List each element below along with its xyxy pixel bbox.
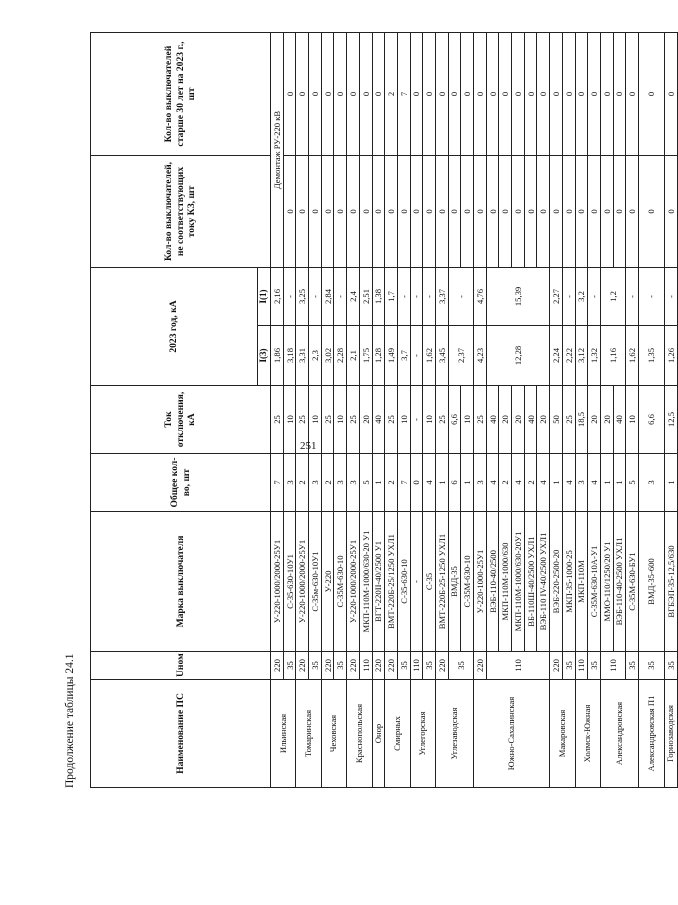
cell-noncompliant: 0 bbox=[626, 156, 639, 268]
cell-brand: - bbox=[410, 512, 423, 652]
table-row bbox=[626, 33, 639, 788]
cell-count: 3 bbox=[283, 454, 296, 512]
cell-count: 7 bbox=[271, 454, 284, 512]
cell-unom: 110 bbox=[575, 652, 588, 680]
table-row bbox=[423, 33, 436, 788]
table-row bbox=[562, 33, 575, 788]
cell-count: 0 bbox=[410, 454, 423, 512]
cell-name: Холмск-Южная bbox=[575, 680, 600, 788]
cell-brand: МКП-35-1000-25 bbox=[562, 512, 575, 652]
cell-current: 25 bbox=[474, 386, 487, 454]
cell-i1: 2,51 bbox=[359, 268, 372, 326]
cell-current: 10 bbox=[461, 386, 474, 454]
cell-i1: 4,76 bbox=[474, 268, 487, 326]
cell-i3: 1,86 bbox=[271, 326, 284, 386]
cell-noncompliant: 0 bbox=[600, 156, 613, 268]
cell-count: 1 bbox=[600, 454, 613, 512]
cell-unom: 35 bbox=[562, 652, 575, 680]
cell-noncompliant: 0 bbox=[461, 156, 474, 268]
cell-current: 20 bbox=[512, 386, 525, 454]
header-row bbox=[91, 33, 258, 788]
cell-noncompliant: 0 bbox=[575, 156, 588, 268]
cell-i1: - bbox=[423, 268, 436, 326]
cell-count: 4 bbox=[486, 454, 499, 512]
cell-name: Онор bbox=[372, 680, 385, 788]
cell-current: 10 bbox=[283, 386, 296, 454]
cell-current: 10 bbox=[334, 386, 347, 454]
cell-old: 0 bbox=[537, 33, 550, 156]
cell-unom: 35 bbox=[588, 652, 601, 680]
cell-count: 4 bbox=[588, 454, 601, 512]
cell-count: 3 bbox=[474, 454, 487, 512]
cell-unom: 35 bbox=[664, 652, 677, 680]
cell-i1: - bbox=[626, 268, 639, 326]
cell-brand: У-220 bbox=[321, 512, 334, 652]
cell-i1: 2,4 bbox=[347, 268, 360, 326]
cell-noncompliant: 0 bbox=[410, 156, 423, 268]
cell-unom: 35 bbox=[309, 652, 322, 680]
cell-i3: 1,35 bbox=[638, 326, 664, 386]
cell-current: 40 bbox=[486, 386, 499, 454]
cell-unom: 35 bbox=[448, 652, 473, 680]
cell-noncompliant: 0 bbox=[385, 156, 398, 268]
cell-brand: С-35М-630-10А-У1 bbox=[588, 512, 601, 652]
cell-unom: 220 bbox=[474, 652, 487, 680]
cell-i3: 3,7 bbox=[397, 326, 410, 386]
cell-current: 40 bbox=[372, 386, 385, 454]
cell-old: 0 bbox=[550, 33, 563, 156]
cell-current: 18,5 bbox=[575, 386, 588, 454]
cell-name: Ильинская bbox=[271, 680, 296, 788]
cell-old: 0 bbox=[562, 33, 575, 156]
cell-brand: ВМД-35 bbox=[448, 512, 461, 652]
cell-i3: 2,24 bbox=[550, 326, 563, 386]
cell-i3: - bbox=[410, 326, 423, 386]
table-row bbox=[334, 33, 347, 788]
cell-current: 25 bbox=[271, 386, 284, 454]
cell-noncompliant: 0 bbox=[499, 156, 512, 268]
col-header-noncompliant: Кол-во выключателей, не соответствующих току КЗ, шт bbox=[91, 156, 271, 268]
rotated-page-content bbox=[62, 0, 676, 788]
cell-old: 0 bbox=[600, 33, 613, 156]
col-header-i3: I(3) bbox=[258, 326, 271, 386]
cell-name: Томаринская bbox=[296, 680, 321, 788]
cell-i3: 1,75 bbox=[359, 326, 372, 386]
cell-unom: 110 bbox=[486, 652, 549, 680]
cell-noncompliant: 0 bbox=[664, 156, 677, 268]
table-row bbox=[372, 33, 385, 788]
cell-i1: - bbox=[562, 268, 575, 326]
cell-count: 1 bbox=[461, 454, 474, 512]
cell-noncompliant: 0 bbox=[562, 156, 575, 268]
cell-brand: С-35-630-10У1 bbox=[283, 512, 296, 652]
cell-i3: 1,28 bbox=[372, 326, 385, 386]
cell-unom: 35 bbox=[626, 652, 639, 680]
table-row bbox=[588, 33, 601, 788]
cell-note: Демонтаж РУ-220 кВ bbox=[271, 33, 284, 268]
cell-i3: 3,45 bbox=[435, 326, 448, 386]
cell-count: 4 bbox=[562, 454, 575, 512]
cell-brand: ВЭБ-110 IV-40/2500 УХЛ1 bbox=[537, 512, 550, 652]
cell-count: 4 bbox=[512, 454, 525, 512]
table-row bbox=[486, 33, 499, 788]
cell-old: 0 bbox=[423, 33, 436, 156]
cell-i3: 2,1 bbox=[347, 326, 360, 386]
cell-unom: 35 bbox=[638, 652, 664, 680]
cell-unom: 220 bbox=[347, 652, 360, 680]
cell-i1: - bbox=[309, 268, 322, 326]
cell-i3: 4,23 bbox=[474, 326, 487, 386]
cell-i3: 1,62 bbox=[626, 326, 639, 386]
cell-current: 12,5 bbox=[664, 386, 677, 454]
cell-brand: У-220-1000/2000-25У1 bbox=[296, 512, 309, 652]
table-row bbox=[435, 33, 448, 788]
cell-count: 2 bbox=[296, 454, 309, 512]
cell-old: 0 bbox=[626, 33, 639, 156]
col-header-name: Наименование ПС bbox=[91, 680, 271, 788]
cell-i3: 3,31 bbox=[296, 326, 309, 386]
cell-count: 2 bbox=[385, 454, 398, 512]
cell-brand: С-35М-630-БУ1 bbox=[626, 512, 639, 652]
cell-i3: 1,26 bbox=[664, 326, 677, 386]
page-number: 251 bbox=[300, 440, 317, 452]
cell-i3: 3,02 bbox=[321, 326, 334, 386]
cell-old: 0 bbox=[474, 33, 487, 156]
cell-unom: 35 bbox=[283, 652, 296, 680]
col-header-current: Ток отключения, кА bbox=[91, 386, 271, 454]
cell-count: 3 bbox=[638, 454, 664, 512]
cell-noncompliant: 0 bbox=[334, 156, 347, 268]
cell-old: 0 bbox=[410, 33, 423, 156]
col-header-unom: Uном bbox=[91, 652, 271, 680]
cell-unom: 220 bbox=[296, 652, 309, 680]
cell-current: 20 bbox=[600, 386, 613, 454]
table-row bbox=[474, 33, 487, 788]
cell-i3: 1,16 bbox=[600, 326, 625, 386]
col-header-brand: Марка выключателя bbox=[91, 512, 271, 652]
col-header-i1: I(1) bbox=[258, 268, 271, 326]
cell-old: 0 bbox=[613, 33, 626, 156]
cell-noncompliant: 0 bbox=[296, 156, 309, 268]
cell-i1: 2,27 bbox=[550, 268, 563, 326]
cell-i1: - bbox=[448, 268, 473, 326]
table-row bbox=[664, 33, 677, 788]
cell-unom: 35 bbox=[397, 652, 410, 680]
cell-i1: 2,84 bbox=[321, 268, 334, 326]
cell-count: 4 bbox=[537, 454, 550, 512]
cell-i3: 2,28 bbox=[334, 326, 347, 386]
cell-count: 2 bbox=[499, 454, 512, 512]
cell-count: 4 bbox=[423, 454, 436, 512]
cell-brand: ВГБЭП-35-12,5/630 bbox=[664, 512, 677, 652]
table-row bbox=[296, 33, 309, 788]
table-row bbox=[271, 33, 284, 788]
cell-count: 3 bbox=[347, 454, 360, 512]
table-row bbox=[359, 33, 372, 788]
cell-count: 5 bbox=[359, 454, 372, 512]
cell-brand: ВМД-35-600 bbox=[638, 512, 664, 652]
cell-current: 10 bbox=[309, 386, 322, 454]
cell-brand: У-220-1000/2000-25У1 bbox=[347, 512, 360, 652]
table-row bbox=[575, 33, 588, 788]
cell-brand: ВМТ-220Б-25/1250 УХЛ1 bbox=[385, 512, 398, 652]
cell-current: 20 bbox=[359, 386, 372, 454]
col-header-count: Общее кол-во, шт bbox=[91, 454, 271, 512]
cell-count: 7 bbox=[397, 454, 410, 512]
cell-noncompliant: 0 bbox=[638, 156, 664, 268]
cell-i1: - bbox=[410, 268, 423, 326]
cell-noncompliant: 0 bbox=[588, 156, 601, 268]
cell-unom: 35 bbox=[334, 652, 347, 680]
cell-brand: МКП-110М-1000/630-20 У1 bbox=[359, 512, 372, 652]
cell-i3: 1,62 bbox=[423, 326, 436, 386]
cell-noncompliant: 0 bbox=[423, 156, 436, 268]
cell-old: 0 bbox=[499, 33, 512, 156]
cell-noncompliant: 0 bbox=[359, 156, 372, 268]
cell-count: 5 bbox=[626, 454, 639, 512]
cell-current: 25 bbox=[385, 386, 398, 454]
cell-current: 10 bbox=[423, 386, 436, 454]
cell-unom: 220 bbox=[385, 652, 398, 680]
cell-brand: МКП-110М-1000/630 bbox=[499, 512, 512, 652]
cell-old: 0 bbox=[486, 33, 499, 156]
cell-noncompliant: 0 bbox=[372, 156, 385, 268]
cell-noncompliant: 0 bbox=[397, 156, 410, 268]
cell-brand: С-35М-630-10 bbox=[461, 512, 474, 652]
cell-i3: 12,28 bbox=[486, 326, 549, 386]
cell-i1: 3,2 bbox=[575, 268, 588, 326]
col-header-year: 2023 год, кА bbox=[91, 268, 258, 386]
cell-current: 25 bbox=[562, 386, 575, 454]
cell-noncompliant: 0 bbox=[486, 156, 499, 268]
cell-count: 3 bbox=[309, 454, 322, 512]
cell-old: 0 bbox=[435, 33, 448, 156]
cell-i1: - bbox=[588, 268, 601, 326]
cell-name: Александровская П1 bbox=[638, 680, 664, 788]
cell-i1: 1,38 bbox=[372, 268, 385, 326]
cell-i1: 1,2 bbox=[600, 268, 625, 326]
cell-noncompliant: 0 bbox=[613, 156, 626, 268]
table-row bbox=[321, 33, 334, 788]
table-row bbox=[397, 33, 410, 788]
cell-brand: ВМТ-220Б-25-1250 УХЛ1 bbox=[435, 512, 448, 652]
cell-current: 20 bbox=[499, 386, 512, 454]
cell-count: 1 bbox=[613, 454, 626, 512]
cell-unom: 220 bbox=[435, 652, 448, 680]
cell-current: - bbox=[410, 386, 423, 454]
cell-count: 2 bbox=[321, 454, 334, 512]
cell-i3: 3,18 bbox=[283, 326, 296, 386]
cell-current: 25 bbox=[435, 386, 448, 454]
cell-name: Александровская bbox=[600, 680, 638, 788]
cell-name: Углегорская bbox=[410, 680, 435, 788]
cell-i3: 3,12 bbox=[575, 326, 588, 386]
cell-brand: ВЭБ-110-40-2500 УХЛ1 bbox=[613, 512, 626, 652]
cell-unom: 110 bbox=[359, 652, 372, 680]
table-row bbox=[638, 33, 664, 788]
table-row bbox=[347, 33, 360, 788]
cell-old: 2 bbox=[385, 33, 398, 156]
cell-noncompliant: 0 bbox=[435, 156, 448, 268]
cell-noncompliant: 0 bbox=[474, 156, 487, 268]
cell-old: 0 bbox=[309, 33, 322, 156]
cell-unom: 110 bbox=[410, 652, 423, 680]
cell-brand: У-220-1000-25У1 bbox=[474, 512, 487, 652]
cell-count: 3 bbox=[575, 454, 588, 512]
cell-current: 40 bbox=[613, 386, 626, 454]
cell-current: 6,6 bbox=[448, 386, 461, 454]
cell-brand: ВГТ-220II-40/2500 У1 bbox=[372, 512, 385, 652]
cell-current: 10 bbox=[397, 386, 410, 454]
cell-old: 0 bbox=[664, 33, 677, 156]
cell-i3: 2,3 bbox=[309, 326, 322, 386]
cell-noncompliant: 0 bbox=[524, 156, 537, 268]
cell-old: 0 bbox=[334, 33, 347, 156]
cell-noncompliant: 0 bbox=[512, 156, 525, 268]
cell-name: Южно-Сахалинская bbox=[474, 680, 550, 788]
cell-brand: МКП-110М-1000/630-20У1 bbox=[512, 512, 525, 652]
cell-count: 1 bbox=[664, 454, 677, 512]
cell-old: 0 bbox=[283, 33, 296, 156]
cell-name: Углезаводская bbox=[435, 680, 473, 788]
cell-unom: 220 bbox=[271, 652, 284, 680]
cell-old: 7 bbox=[397, 33, 410, 156]
cell-brand: ММО-110/1250/20 У1 bbox=[600, 512, 613, 652]
cell-current: 10 bbox=[626, 386, 639, 454]
table-row bbox=[385, 33, 398, 788]
cell-i1: 3,25 bbox=[296, 268, 309, 326]
cell-old: 0 bbox=[372, 33, 385, 156]
cell-name: Краснопольская bbox=[347, 680, 372, 788]
cell-current: 20 bbox=[588, 386, 601, 454]
cell-unom: 220 bbox=[321, 652, 334, 680]
table-row bbox=[283, 33, 296, 788]
table-caption: Продолжение таблицы 24.1 bbox=[64, 653, 76, 788]
cell-unom: 220 bbox=[372, 652, 385, 680]
cell-brand: ВЭБ-110-40/2500 bbox=[486, 512, 499, 652]
cell-name: Чеховская bbox=[321, 680, 346, 788]
cell-noncompliant: 0 bbox=[537, 156, 550, 268]
cell-brand: МКП-110М bbox=[575, 512, 588, 652]
cell-i3: 1,49 bbox=[385, 326, 398, 386]
cell-count: 6 bbox=[448, 454, 461, 512]
cell-i1: 3,37 bbox=[435, 268, 448, 326]
col-header-old: Кол-во выключателей старше 30 лет на 2023 г., шт bbox=[91, 33, 271, 156]
cell-i1: - bbox=[334, 268, 347, 326]
cell-brand: У-220-1000/2000-25У1 bbox=[271, 512, 284, 652]
cell-old: 0 bbox=[461, 33, 474, 156]
cell-current: 50 bbox=[550, 386, 563, 454]
cell-brand: С-35М-630-10 bbox=[334, 512, 347, 652]
table-row bbox=[550, 33, 563, 788]
cell-count: 1 bbox=[550, 454, 563, 512]
cell-count: 1 bbox=[372, 454, 385, 512]
cell-brand: С-35-630-10 bbox=[397, 512, 410, 652]
cell-i1: 2,16 bbox=[271, 268, 284, 326]
cell-current: 20 bbox=[537, 386, 550, 454]
cell-old: 0 bbox=[347, 33, 360, 156]
cell-i1: - bbox=[638, 268, 664, 326]
cell-i3: 2,37 bbox=[448, 326, 473, 386]
cell-i1: - bbox=[283, 268, 296, 326]
cell-noncompliant: 0 bbox=[309, 156, 322, 268]
cell-old: 0 bbox=[296, 33, 309, 156]
cell-brand: ВБ-110Ш-40/2500 УХЛ1 bbox=[524, 512, 537, 652]
cell-brand: С-35 bbox=[423, 512, 436, 652]
table-row bbox=[410, 33, 423, 788]
cell-old: 0 bbox=[638, 33, 664, 156]
cell-count: 3 bbox=[334, 454, 347, 512]
cell-current: 40 bbox=[524, 386, 537, 454]
cell-current: 25 bbox=[347, 386, 360, 454]
cell-unom: 220 bbox=[550, 652, 563, 680]
table-row bbox=[600, 33, 613, 788]
cell-i1: - bbox=[397, 268, 410, 326]
cell-old: 0 bbox=[359, 33, 372, 156]
table-row bbox=[448, 33, 461, 788]
breaker-table bbox=[90, 32, 678, 788]
cell-old: 0 bbox=[512, 33, 525, 156]
cell-current: 6,6 bbox=[638, 386, 664, 454]
cell-i1: 15,39 bbox=[486, 268, 549, 326]
cell-name: Горнозаводская bbox=[664, 680, 677, 788]
cell-noncompliant: 0 bbox=[550, 156, 563, 268]
cell-i1: 1,7 bbox=[385, 268, 398, 326]
cell-old: 0 bbox=[321, 33, 334, 156]
cell-i3: 2,22 bbox=[562, 326, 575, 386]
cell-noncompliant: 0 bbox=[347, 156, 360, 268]
cell-i1: - bbox=[664, 268, 677, 326]
cell-current: 25 bbox=[296, 386, 309, 454]
cell-noncompliant: 0 bbox=[283, 156, 296, 268]
cell-count: 2 bbox=[524, 454, 537, 512]
table-row bbox=[309, 33, 322, 788]
cell-count: 1 bbox=[435, 454, 448, 512]
cell-old: 0 bbox=[448, 33, 461, 156]
cell-unom: 35 bbox=[423, 652, 436, 680]
cell-noncompliant: 0 bbox=[448, 156, 461, 268]
cell-unom: 110 bbox=[600, 652, 625, 680]
cell-name: Смирных bbox=[385, 680, 410, 788]
cell-old: 0 bbox=[524, 33, 537, 156]
cell-brand: ВЭБ-220-2500-20 bbox=[550, 512, 563, 652]
cell-i3: 1,32 bbox=[588, 326, 601, 386]
cell-brand: С-35м-630-10У1 bbox=[309, 512, 322, 652]
cell-noncompliant: 0 bbox=[321, 156, 334, 268]
cell-old: 0 bbox=[588, 33, 601, 156]
cell-current: 25 bbox=[321, 386, 334, 454]
cell-old: 0 bbox=[575, 33, 588, 156]
cell-name: Макаровская bbox=[550, 680, 575, 788]
